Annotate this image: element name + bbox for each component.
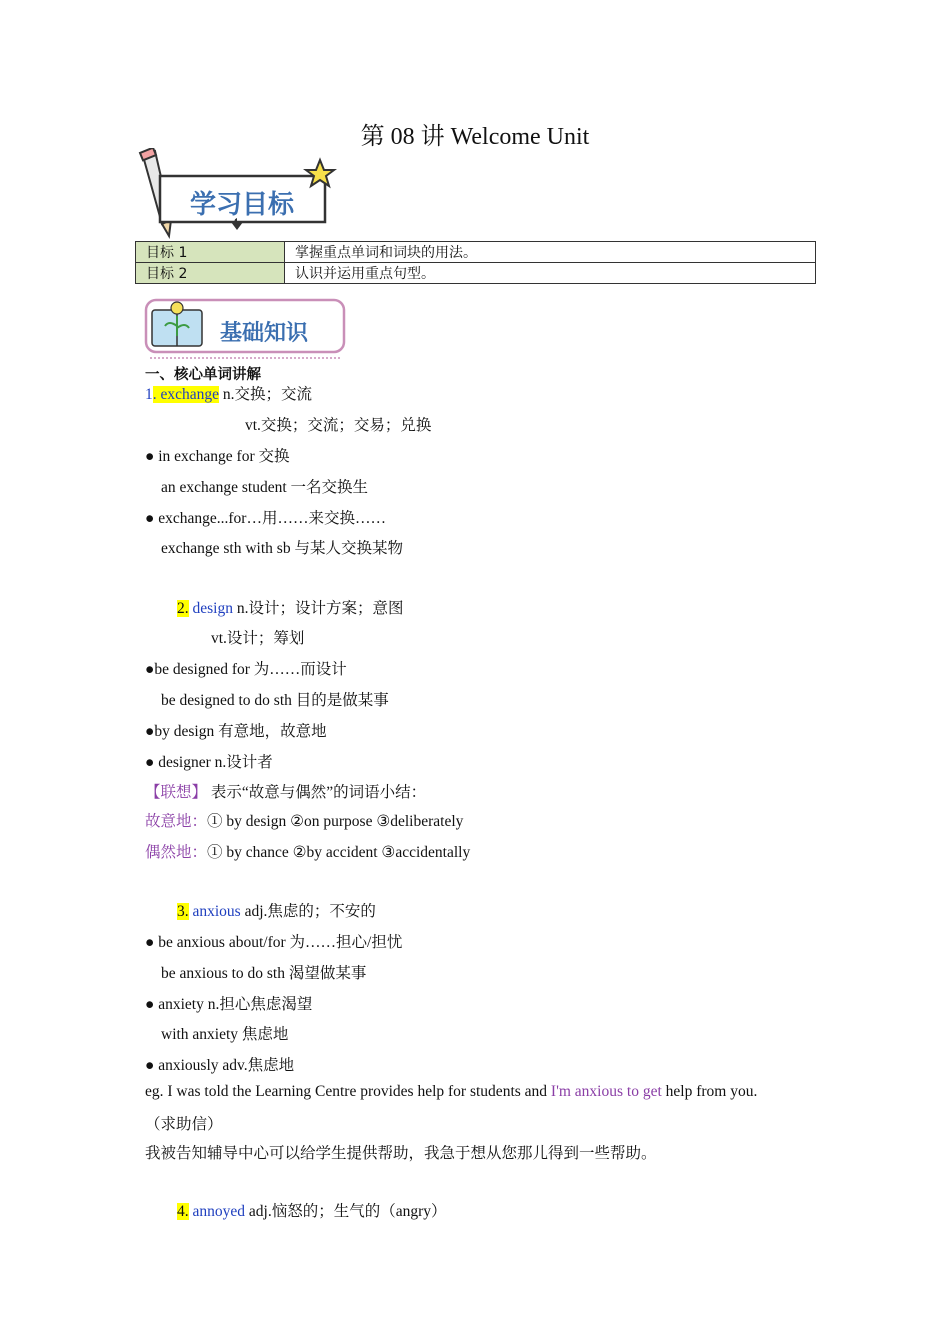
synonym-line: 偶然地：① by chance ②by accident ③accidentally	[145, 844, 471, 861]
headword: . exchange	[152, 386, 220, 403]
word-entry-annoyed: 4. annoyed adj.恼怒的；生气的（angry）	[177, 1203, 447, 1220]
phrase: ● in exchange for 交换	[145, 448, 290, 465]
phrase: ● be anxious about/for 为……担心/担忧	[145, 934, 403, 951]
phrase: an exchange student 一名交换生	[161, 479, 369, 496]
banner-title-goals: 学习目标	[190, 190, 295, 220]
goals-table	[135, 241, 816, 284]
phrase: ● designer n.设计者	[145, 754, 273, 771]
definition: vt.交换；交流；交易；兑换	[245, 417, 432, 434]
table-row	[136, 242, 816, 263]
example-translation: 我被告知辅导中心可以给学生提供帮助，我急于想从您那儿得到一些帮助。	[145, 1145, 657, 1162]
goal-value: 掌握重点单词和词块的用法。	[285, 242, 816, 263]
headword: design	[192, 600, 233, 617]
phrase: ● anxiety n.担心焦虑渴望	[145, 996, 313, 1013]
phrase: with anxiety 焦虑地	[161, 1026, 289, 1043]
goal-key: 目标 2	[136, 263, 285, 284]
word-entry-design: 2. design n.设计；设计方案；意图	[177, 600, 404, 617]
headword: anxious	[192, 903, 241, 920]
phrase: be designed to do sth 目的是做某事	[161, 692, 389, 709]
phrase: ● anxiously adv.焦虑地	[145, 1057, 295, 1074]
word-entry-anxious: 3. anxious adj.焦虑的；不安的	[177, 903, 376, 920]
page-title: 第 08 讲 Welcome Unit	[360, 124, 590, 150]
goal-value: 认识并运用重点句型。	[285, 263, 816, 284]
goal-key: 目标 1	[136, 242, 285, 263]
banner-title-basics: 基础知识	[220, 321, 309, 346]
association-note: 【联想】 表示“故意与偶然”的词语小结：	[145, 784, 427, 801]
table-row	[136, 263, 816, 284]
synonym-line: 故意地：① by design ②on purpose ③deliberately	[145, 813, 464, 830]
section-heading: 一、核心单词讲解	[145, 367, 261, 383]
phrase: ●be designed for 为……而设计	[145, 661, 347, 678]
word-entry-exchange: 1. exchange n.交换；交流	[145, 386, 313, 403]
phrase: ● exchange...for…用……来交换……	[145, 510, 386, 527]
phrase: exchange sth with sb 与某人交换某物	[161, 540, 403, 557]
definition: vt.设计；筹划	[211, 630, 305, 647]
headword: annoyed	[192, 1203, 246, 1220]
phrase: be anxious to do sth 渴望做某事	[161, 965, 367, 982]
example-sentence: eg. I was told the Learning Centre provides help for students and I'm anxious to get help from you.	[145, 1083, 758, 1100]
example-note: （求助信）	[145, 1116, 223, 1133]
phrase: ●by design 有意地，故意地	[145, 723, 327, 740]
